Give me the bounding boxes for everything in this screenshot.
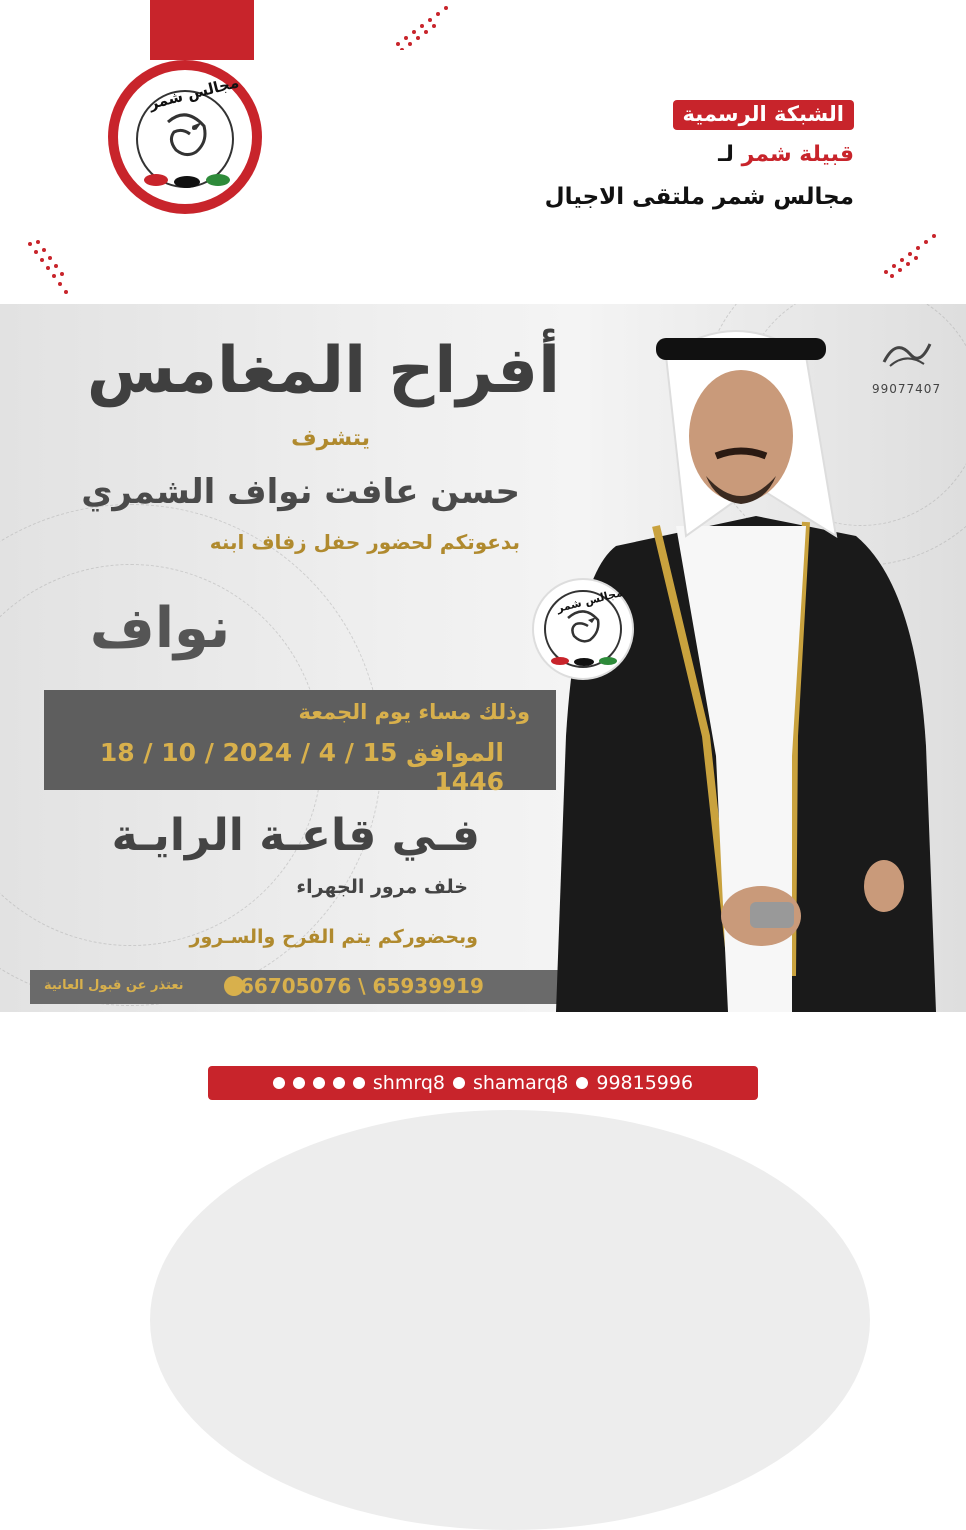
- top-red-tab: [150, 0, 254, 60]
- footer-contacts: [208, 1066, 758, 1100]
- date-day: وذلك مساء يوم الجمعة: [298, 700, 530, 724]
- header-prefix: لـ: [718, 142, 734, 167]
- contact-phones: 66705076 \ 65939919: [240, 974, 484, 998]
- footer-phone[interactable]: 99815996: [596, 1072, 694, 1094]
- dots-decoration-right: [880, 232, 940, 278]
- hall-location: خلف مرور الجهراء: [296, 876, 468, 898]
- event-title: أفراح المغامس: [86, 334, 560, 408]
- date-value: 18 / 10 / 2024 الموافق 15 / 4 / 1446: [99, 738, 504, 796]
- instagram-icon[interactable]: [293, 1077, 305, 1089]
- logo-title: مجالس شمر: [147, 73, 241, 113]
- dots-decoration-top: [390, 0, 450, 50]
- twitter-icon[interactable]: [273, 1077, 285, 1089]
- honor-text: يتشرف: [291, 426, 370, 451]
- header-tribe-name: قبيلة شمر: [741, 142, 854, 167]
- header-tribe-line: [718, 142, 854, 167]
- header-subtitle: مجالس شمر ملتقى الاجيال: [544, 184, 854, 210]
- invite-text: بدعوتكم لحضور حفل زفاف ابنه: [209, 530, 520, 554]
- bottom-decor-shape: [150, 1110, 870, 1530]
- telegram-icon[interactable]: [353, 1077, 365, 1089]
- snapchat-icon[interactable]: [453, 1077, 465, 1089]
- host-name: حسن عافت نواف الشمري: [81, 472, 520, 512]
- header-badge: الشبكة الرسمية: [673, 100, 854, 130]
- apology-text: نعتذر عن قبول العانية: [44, 978, 184, 993]
- small-logo-color-dots: [548, 652, 620, 670]
- youtube-icon[interactable]: [313, 1077, 325, 1089]
- groom-name: نواف: [89, 596, 231, 661]
- dots-decoration-left: [24, 238, 74, 298]
- facebook-icon[interactable]: [333, 1077, 345, 1089]
- watermark-number: 99077407: [872, 382, 942, 396]
- whatsapp-icon[interactable]: [576, 1077, 588, 1089]
- closing-text: وبحضوركم يتم الفرح والسـرور: [189, 926, 478, 948]
- hall-name: فـي قاعـة الرايـة: [111, 810, 480, 861]
- small-logo-title: مجالس شمر: [555, 586, 624, 615]
- footer-handle-snapchat[interactable]: shamarq8: [472, 1072, 569, 1094]
- logo-color-dots: [140, 168, 234, 194]
- footer-handle-social[interactable]: shmrq8: [372, 1072, 445, 1094]
